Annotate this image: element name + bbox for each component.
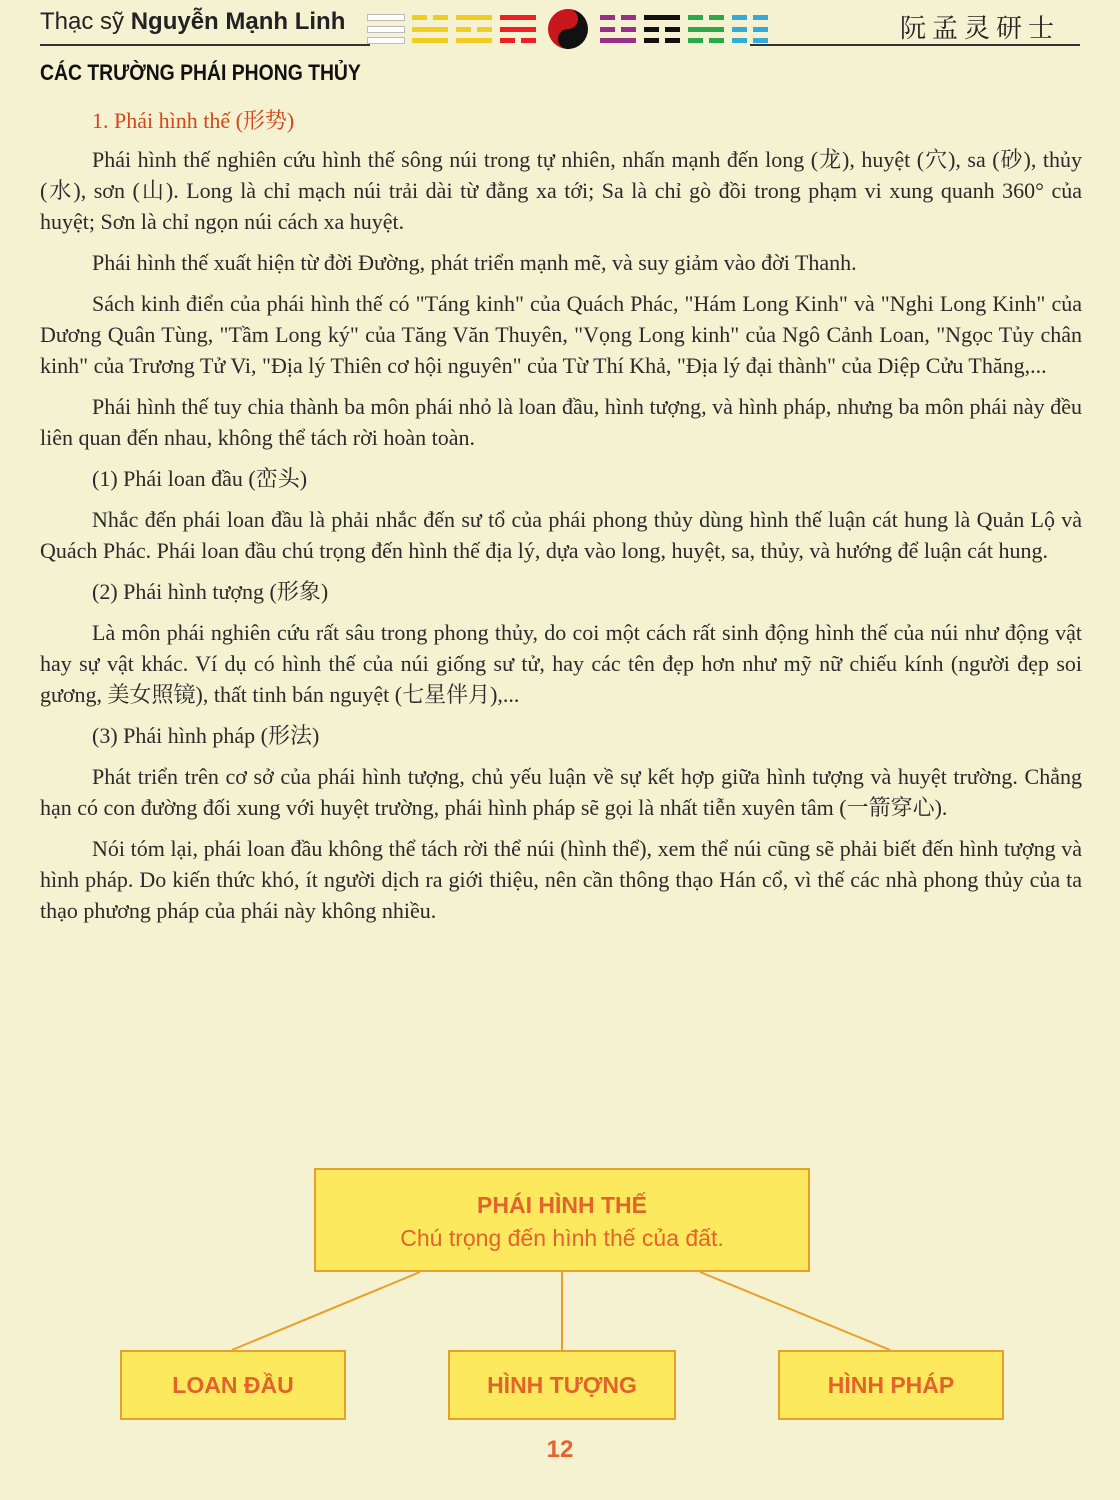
paragraph: Phát triển trên cơ sở của phái hình tượng, chủ yếu luận về sự kết hợp giữa hình tượng và huyệt trường. Chẳng hạn có con đường đối xung với huyệt trường, phái hình pháp sẽ gọi là nhất tiễn xuyên tâm (一箭穿心). xyxy=(40,764,1082,820)
trigram-icon xyxy=(688,15,724,43)
body-text xyxy=(40,144,1082,936)
root-box xyxy=(314,1168,810,1272)
subheading-loan-dau: (1) Phái loan đầu (峦头) xyxy=(92,466,308,491)
trigram-bar xyxy=(412,38,448,43)
child-box-hinh-tuong: HÌNH TƯỢNG xyxy=(448,1350,676,1420)
paragraph: Là môn phái nghiên cứu rất sâu trong phong thủy, do coi một cách rất sinh động hình thế của núi như động vật hay sự vật khác. Ví dụ có hình thế của núi giống sư tử, hay các tên đẹp hơn như mỹ nữ chiếu kính (người đẹp soi gương, 美女照镜), thất tinh bán nguyệt (七星伴月),... xyxy=(40,620,1082,707)
trigram-bar xyxy=(456,27,492,32)
trigram-bar xyxy=(732,27,768,32)
connector-line xyxy=(700,1272,890,1350)
trigram-bar xyxy=(688,15,724,20)
paragraph: Phái hình thế xuất hiện từ đời Đường, phát triển mạnh mẽ, và suy giảm vào đời Thanh. xyxy=(92,250,857,275)
paragraph: Phái hình thế nghiên cứu hình thế sông núi trong tự nhiên, nhấn mạnh đến long (龙), huyệt (穴), sa (砂), thủy (水), sơn (山). Long là chỉ mạch núi trải dài từ đằng xa tới; Sa là chỉ gò đồi trong phạm vi xung quanh 360° của huyệt; Sơn là chỉ ngọn núi cách xa huyệt. xyxy=(40,147,1082,234)
trigram-banner xyxy=(368,12,768,46)
trigram-bar xyxy=(368,15,404,20)
trigram-icon xyxy=(368,15,404,43)
trigram-icon xyxy=(644,15,680,43)
trigram-icon xyxy=(600,15,636,43)
yin-yang-icon xyxy=(548,9,588,49)
paragraph: Sách kinh điển của phái hình thế có "Táng kinh" của Quách Phác, "Hám Long Kinh" và "Nghi Long Kinh" của Dương Quân Tùng, "Tầm Long ký" của Tăng Văn Thuyên, "Vọng Long kinh" của Ngô Cảnh Loan, "Ngọc Tủy chân kinh" của Trương Tử Vi, "Địa lý Thiên cơ hội nguyên" của Từ Thí Khả, "Địa lý đại thành" của Diệp Cửu Thăng,... xyxy=(40,291,1082,378)
trigram-icon xyxy=(412,15,448,43)
page-header xyxy=(0,0,1120,52)
trigram-bar xyxy=(600,27,636,32)
trigram-bar xyxy=(368,27,404,32)
trigram-bar xyxy=(412,27,448,32)
trigram-bar xyxy=(644,38,680,43)
trigram-bar xyxy=(500,15,536,20)
root-box-title: PHÁI HÌNH THẾ xyxy=(477,1192,647,1218)
trigram-bar xyxy=(732,38,768,43)
trigram-bar xyxy=(368,38,404,43)
page-number: 12 xyxy=(546,1436,574,1463)
trigram-bar xyxy=(600,38,636,43)
trigram-icon xyxy=(456,15,492,43)
trigram-bar xyxy=(456,15,492,20)
trigram-icon xyxy=(732,15,768,43)
section-title: CÁC TRƯỜNG PHÁI PHONG THỦY xyxy=(40,60,361,85)
subheading-hinh-phap: (3) Phái hình pháp (形法) xyxy=(92,723,320,748)
trigram-bar xyxy=(688,27,724,32)
header-rule-left xyxy=(40,44,370,46)
subsection-title: 1. Phái hình thế (形势) xyxy=(92,108,295,133)
trigram-bar xyxy=(732,15,768,20)
trigram-bar xyxy=(688,38,724,43)
trigram-bar xyxy=(412,15,448,20)
trigram-bar xyxy=(456,38,492,43)
author-credit xyxy=(40,8,345,36)
author-name: Nguyễn Mạnh Linh xyxy=(130,8,346,35)
child-box-loan-dau: LOAN ĐẦU xyxy=(120,1350,346,1420)
child-box-hinh-phap: HÌNH PHÁP xyxy=(778,1350,1004,1420)
trigram-icon xyxy=(500,15,536,43)
trigram-bar xyxy=(644,15,680,20)
calligraphy-seal: 阮孟灵研士 xyxy=(900,14,1061,44)
school-diagram xyxy=(0,1160,1120,1440)
trigram-bar xyxy=(500,38,536,43)
paragraph: Nói tóm lại, phái loan đầu không thể tách rời thể núi (hình thể), xem thể núi cũng sẽ phải biết đến hình tượng và hình pháp. Do kiến thức khó, ít người dịch ra giới thiệu, nên cần thông thạo Hán cổ, vì thế các nhà phong thủy của ta thạo phương pháp của phái này không nhiều. xyxy=(40,836,1082,923)
connector-line xyxy=(232,1272,420,1350)
paragraph: Phái hình thế tuy chia thành ba môn phái nhỏ là loan đầu, hình tượng, và hình pháp, nhưng ba môn phái này đều liên quan đến nhau, không thể tách rời hoàn toàn. xyxy=(40,394,1082,450)
paragraph: Nhắc đến phái loan đầu là phải nhắc đến sư tổ của phái phong thủy dùng hình thế luận cát hung là Quản Lộ và Quách Phác. Phái loan đầu chú trọng đến hình thế địa lý, dựa vào long, huyệt, sa, thủy, và hướng để luận cát hung. xyxy=(40,507,1082,563)
trigram-bar xyxy=(600,15,636,20)
subheading-hinh-tuong: (2) Phái hình tượng (形象) xyxy=(92,579,329,604)
root-box-subtitle: Chú trọng đến hình thế của đất. xyxy=(400,1225,724,1251)
trigram-bar xyxy=(644,27,680,32)
author-prefix: Thạc sỹ xyxy=(40,8,131,35)
trigram-bar xyxy=(500,27,536,32)
